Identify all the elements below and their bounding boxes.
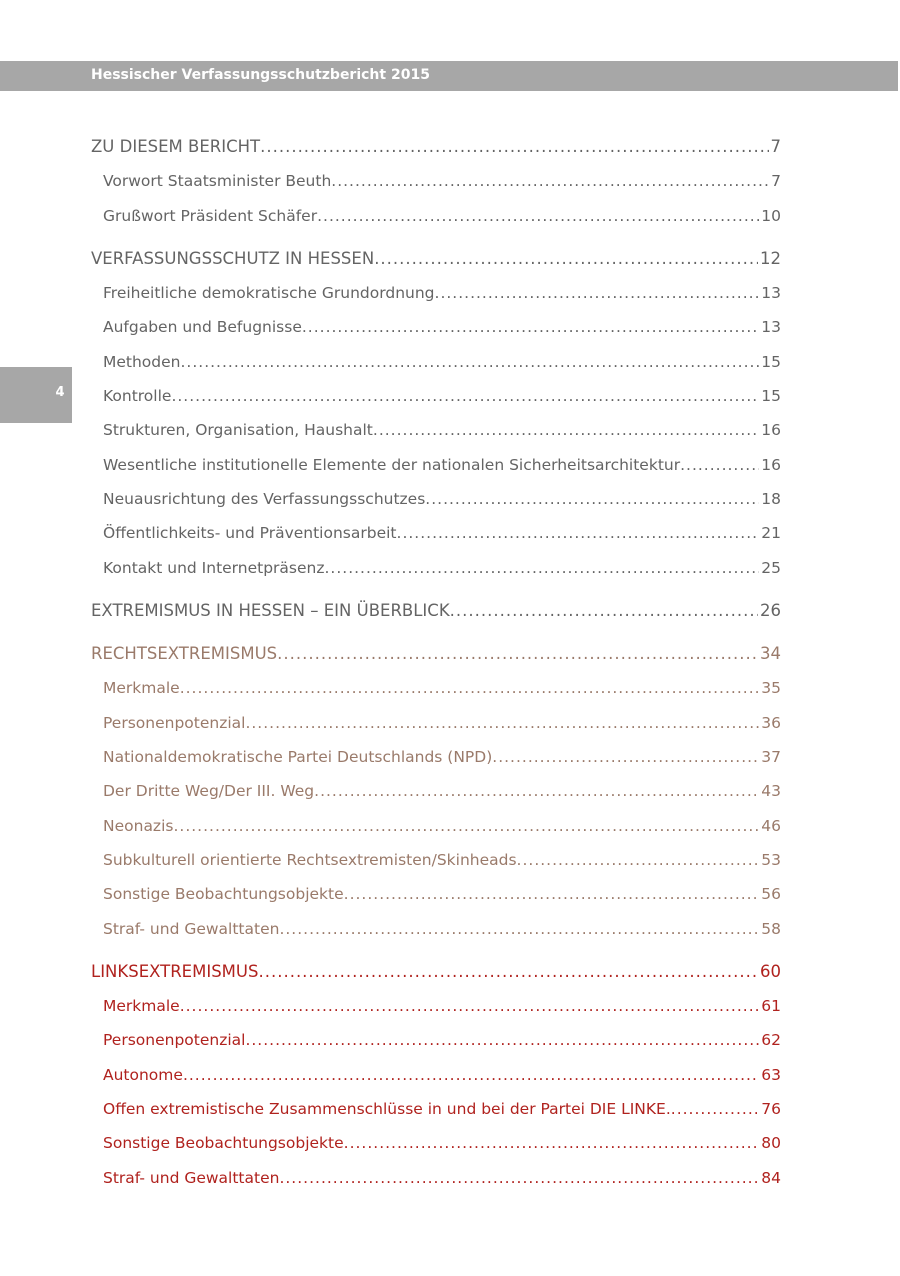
toc-page-number: 16 [761,421,781,440]
toc-entry-label: Autonome [103,1065,183,1084]
toc-page-number: 12 [760,248,781,268]
page-number-tab [0,367,72,423]
toc-leader-dots [671,1092,759,1126]
toc-entry-label: Straf- und Gewalttaten [103,919,280,938]
toc-chapter-entry[interactable] [91,242,781,276]
toc-page-number: 36 [761,713,781,732]
toc-leader-dots [374,242,758,276]
toc-subentry[interactable] [91,310,781,344]
toc-entry-label: RECHTSEXTREMISMUS [91,644,278,664]
toc-leader-dots [183,1058,759,1092]
toc-leader-dots [450,594,758,628]
toc-page-number: 7 [771,172,781,191]
toc-page-number: 13 [761,284,781,303]
toc-entry-label: Sonstige Beobachtungsobjekte [103,885,344,904]
toc-leader-dots [279,912,759,946]
toc-page-number: 15 [761,387,781,406]
toc-page-number: 63 [761,1065,781,1084]
toc-leader-dots [260,130,768,164]
toc-page-number: 18 [761,489,781,508]
toc-entry-label: Merkmale [103,679,180,698]
toc-subentry[interactable] [91,1092,781,1126]
toc-section [91,130,781,233]
toc-subentry[interactable] [91,345,781,379]
toc-page-number: 62 [761,1031,781,1050]
toc-page-number: 84 [761,1168,781,1187]
toc-leader-dots [317,199,759,233]
toc-page-number: 58 [761,919,781,938]
toc-subentry[interactable] [91,276,781,310]
toc-page-number: 34 [760,644,781,664]
toc-leader-dots [245,1023,759,1057]
toc-subentry[interactable] [91,809,781,843]
toc-subentry[interactable] [91,877,781,911]
header-title: Hessischer Verfassungsschutzbericht 2015 [91,67,430,83]
toc-chapter-entry[interactable] [91,130,781,164]
toc-page-number: 46 [761,816,781,835]
toc-entry-label: Personenpotenzial [103,1031,246,1050]
toc-subentry[interactable] [91,1161,781,1195]
toc-subentry[interactable] [91,774,781,808]
toc-leader-dots [245,706,759,740]
toc-entry-label: Kontakt und Internetpräsenz [103,558,325,577]
toc-entry-label: Neuausrichtung des Verfassungsschutzes [103,489,426,508]
toc-chapter-entry[interactable] [91,955,781,989]
toc-subentry[interactable] [91,1023,781,1057]
toc-leader-dots [180,989,760,1023]
toc-leader-dots [397,516,760,550]
toc-subentry[interactable] [91,706,781,740]
toc-leader-dots [180,671,760,705]
toc-page-number: 61 [761,997,781,1016]
toc-leader-dots [344,877,760,911]
toc-entry-label: VERFASSUNGSSCHUTZ IN HESSEN [91,248,375,268]
toc-subentry[interactable] [91,912,781,946]
toc-page-number: 21 [761,524,781,543]
toc-leader-dots [492,740,759,774]
toc-leader-dots [258,955,758,989]
toc-leader-dots [331,164,769,198]
toc-entry-label: Öffentlichkeits- und Präventionsarbeit [103,524,397,543]
toc-page-number: 10 [761,206,781,225]
toc-page-number: 25 [761,558,781,577]
toc-section [91,955,781,1195]
toc-leader-dots [425,482,759,516]
toc-leader-dots [314,774,759,808]
toc-entry-label: Wesentliche institutionelle Elemente der nationalen Sicherheitsarchitektur [103,455,681,474]
toc-entry-label: Offen extremistische Zusammenschlüsse in und bei der Partei DIE LINKE. [103,1100,671,1119]
toc-subentry[interactable] [91,989,781,1023]
toc-leader-dots [373,413,759,447]
toc-entry-label: Neonazis [103,816,174,835]
toc-entry-label: Sonstige Beobachtungsobjekte [103,1134,344,1153]
table-of-contents [91,130,781,1204]
toc-leader-dots [680,448,759,482]
toc-page-number: 53 [761,850,781,869]
toc-section [91,242,781,585]
toc-entry-label: Kontrolle [103,387,172,406]
toc-leader-dots [344,1126,760,1160]
toc-entry-label: LINKSEXTREMISMUS [91,961,259,981]
toc-page-number: 13 [761,318,781,337]
toc-entry-label: Subkulturell orientierte Rechtsextremisten/Skinheads [103,850,517,869]
toc-chapter-entry[interactable] [91,637,781,671]
toc-entry-label: Personenpotenzial [103,713,246,732]
toc-leader-dots [173,809,759,843]
toc-entry-label: EXTREMISMUS IN HESSEN – EIN ÜBERBLICK [91,600,450,620]
toc-subentry[interactable] [91,843,781,877]
toc-entry-label: Straf- und Gewalttaten [103,1168,280,1187]
toc-page-number: 7 [770,137,781,156]
toc-page-number: 80 [761,1134,781,1153]
toc-page-number: 16 [761,455,781,474]
toc-entry-label: Nationaldemokratische Partei Deutschlands (NPD) [103,748,493,767]
toc-subentry[interactable] [91,671,781,705]
toc-page-number: 60 [760,961,781,981]
header-bar [0,61,898,91]
toc-page-number: 56 [761,885,781,904]
toc-page-number: 37 [761,748,781,767]
toc-page-number: 15 [761,352,781,371]
toc-entry-label: Strukturen, Organisation, Haushalt [103,421,373,440]
toc-subentry[interactable] [91,413,781,447]
toc-leader-dots [435,276,760,310]
toc-entry-label: ZU DIESEM BERICHT [91,137,261,156]
toc-entry-label: Grußwort Präsident Schäfer [103,206,318,225]
toc-leader-dots [325,551,760,585]
toc-leader-dots [277,637,758,671]
toc-subentry[interactable] [91,740,781,774]
toc-leader-dots [302,310,759,344]
toc-page-number: 35 [761,679,781,698]
toc-entry-label: Freiheitliche demokratische Grundordnung [103,284,435,303]
toc-subentry[interactable] [91,516,781,550]
toc-subentry[interactable] [91,551,781,585]
toc-subentry[interactable] [91,1058,781,1092]
toc-entry-label: Merkmale [103,997,180,1016]
toc-chapter-entry[interactable] [91,594,781,628]
toc-leader-dots [517,843,760,877]
toc-subentry[interactable] [91,379,781,413]
toc-subentry[interactable] [91,1126,781,1160]
toc-page-number: 76 [761,1100,781,1119]
page-number: 4 [55,385,65,400]
toc-entry-label: Aufgaben und Befugnisse [103,318,302,337]
toc-entry-label: Methoden [103,352,181,371]
toc-section [91,637,781,946]
toc-subentry[interactable] [91,164,781,198]
toc-entry-label: Vorwort Staatsminister Beuth [103,172,332,191]
toc-leader-dots [279,1161,759,1195]
toc-entry-label: Der Dritte Weg/Der III. Weg [103,782,315,801]
toc-subentry[interactable] [91,199,781,233]
toc-section [91,594,781,628]
toc-subentry[interactable] [91,448,781,482]
toc-leader-dots [181,345,760,379]
toc-page-number: 43 [761,782,781,801]
toc-leader-dots [171,379,759,413]
toc-page-number: 26 [760,600,781,620]
toc-subentry[interactable] [91,482,781,516]
